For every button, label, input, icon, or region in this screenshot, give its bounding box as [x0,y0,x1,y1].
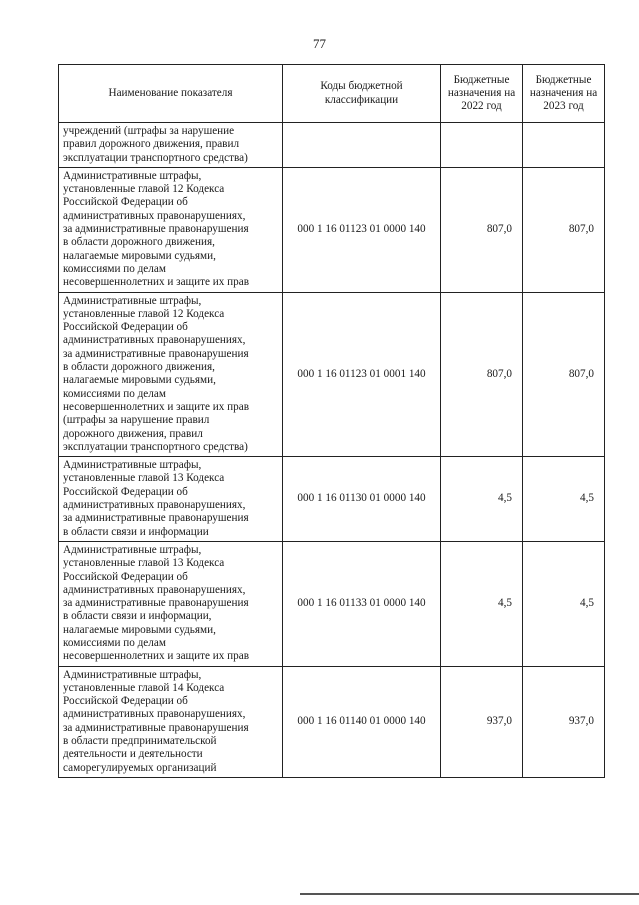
budget-code-cell: 000 1 16 01123 01 0000 140 [283,167,441,292]
table-row [59,123,605,168]
indicator-name-line: за административные правонарушения [63,347,249,360]
indicator-name-line: за административные правонарушения [63,721,249,734]
indicator-name-line: за административные правонарушения [63,512,249,525]
header-budget-2023: Бюджетные назначения на 2023 год [523,65,605,123]
budget-2022-cell: 807,0 [441,292,523,457]
indicator-name-line: установленные главой 12 Кодекса [63,183,225,196]
indicator-name-cell [59,541,283,666]
indicator-name-line: налагаемые мировыми судьями, [63,374,216,387]
budget-2023-cell [523,123,605,168]
indicator-name-line: за административные правонарушения [63,223,249,236]
indicator-name-line: административных правонарушениях, [63,499,246,512]
indicator-name-line: установленные главой 13 Кодекса [63,557,225,570]
indicator-name-line: несовершеннолетних и защите их прав [63,650,249,663]
table-row [59,167,605,292]
indicator-name-line: установленные главой 14 Кодекса [63,681,225,694]
page-bottom-rule [300,893,639,895]
indicator-name-line: саморегулируемых организаций [63,761,217,774]
indicator-name-line: дорожного движения, правил [63,427,203,440]
table-row [59,292,605,457]
indicator-name-line: налагаемые мировыми судьями, [63,249,216,262]
indicator-name-line: установленные главой 13 Кодекса [63,472,225,485]
budget-2022-cell: 937,0 [441,666,523,777]
table-row [59,541,605,666]
indicator-name-line: эксплуатации транспортного средства) [63,440,248,453]
indicator-name-line: Административные штрафы, [63,459,202,472]
budget-2022-cell: 4,5 [441,457,523,542]
indicator-name-line: Административные штрафы, [63,169,202,182]
indicator-name-line: Административные штрафы, [63,668,202,681]
indicator-name-line: Административные штрафы, [63,294,202,307]
table-row [59,666,605,777]
header-indicator-name: Наименование показателя [59,65,283,123]
indicator-name-line: в области связи и информации, [63,610,212,623]
budget-2023-cell: 807,0 [523,167,605,292]
indicator-name-cell [59,292,283,457]
budget-2023-cell: 4,5 [523,457,605,542]
indicator-name-cell [59,666,283,777]
indicator-name-line: деятельности и деятельности [63,748,203,761]
indicator-name-line: несовершеннолетних и защите их прав [63,400,249,413]
budget-code-cell: 000 1 16 01130 01 0000 140 [283,457,441,542]
indicator-name-line: Российской Федерации об [63,695,188,708]
indicator-name-line: эксплуатации транспортного средства) [63,151,248,164]
budget-code-cell: 000 1 16 01133 01 0000 140 [283,541,441,666]
budget-code-cell: 000 1 16 01140 01 0000 140 [283,666,441,777]
indicator-name-line: правил дорожного движения, правил [63,138,240,151]
table-header-row [59,65,605,123]
budget-2023-cell: 807,0 [523,292,605,457]
indicator-name-line: комиссиями по делам [63,387,166,400]
indicator-name-line: установленные главой 12 Кодекса [63,307,225,320]
page-number: 77 [313,36,326,51]
budget-2023-cell: 937,0 [523,666,605,777]
indicator-name-cell [59,123,283,168]
budget-2022-cell: 4,5 [441,541,523,666]
indicator-name-line: административных правонарушениях, [63,334,246,347]
indicator-name-line: (штрафы за нарушение правил [63,414,210,427]
indicator-name-line: несовершеннолетних и защите их прав [63,276,249,289]
indicator-name-line: Российской Федерации об [63,321,188,334]
indicator-name-line: административных правонарушениях, [63,583,246,596]
table-row [59,457,605,542]
header-budget-codes: Коды бюджетной классификации [283,65,441,123]
table-body [59,123,605,778]
indicator-name-line: комиссиями по делам [63,262,166,275]
indicator-name-cell [59,167,283,292]
indicator-name-line: административных правонарушениях, [63,209,246,222]
indicator-name-line: Российской Федерации об [63,485,188,498]
budget-code-cell: 000 1 16 01123 01 0001 140 [283,292,441,457]
indicator-name-line: налагаемые мировыми судьями, [63,623,216,636]
budget-table [58,64,605,778]
budget-2022-cell [441,123,523,168]
header-budget-2022: Бюджетные назначения на 2022 год [441,65,523,123]
indicator-name-line: в области дорожного движения, [63,236,215,249]
indicator-name-line: в области предпринимательской [63,735,217,748]
indicator-name-line: административных правонарушениях, [63,708,246,721]
indicator-name-line: Российской Федерации об [63,196,188,209]
indicator-name-line: учреждений (штрафы за нарушение [63,125,235,137]
budget-2023-cell: 4,5 [523,541,605,666]
indicator-name-cell [59,457,283,542]
indicator-name-line: Административные штрафы, [63,543,202,556]
indicator-name-line: комиссиями по делам [63,636,166,649]
indicator-name-line: в области связи и информации [63,525,209,538]
budget-2022-cell: 807,0 [441,167,523,292]
budget-code-cell [283,123,441,168]
indicator-name-line: за административные правонарушения [63,597,249,610]
indicator-name-line: в области дорожного движения, [63,361,215,374]
indicator-name-line: Российской Федерации об [63,570,188,583]
